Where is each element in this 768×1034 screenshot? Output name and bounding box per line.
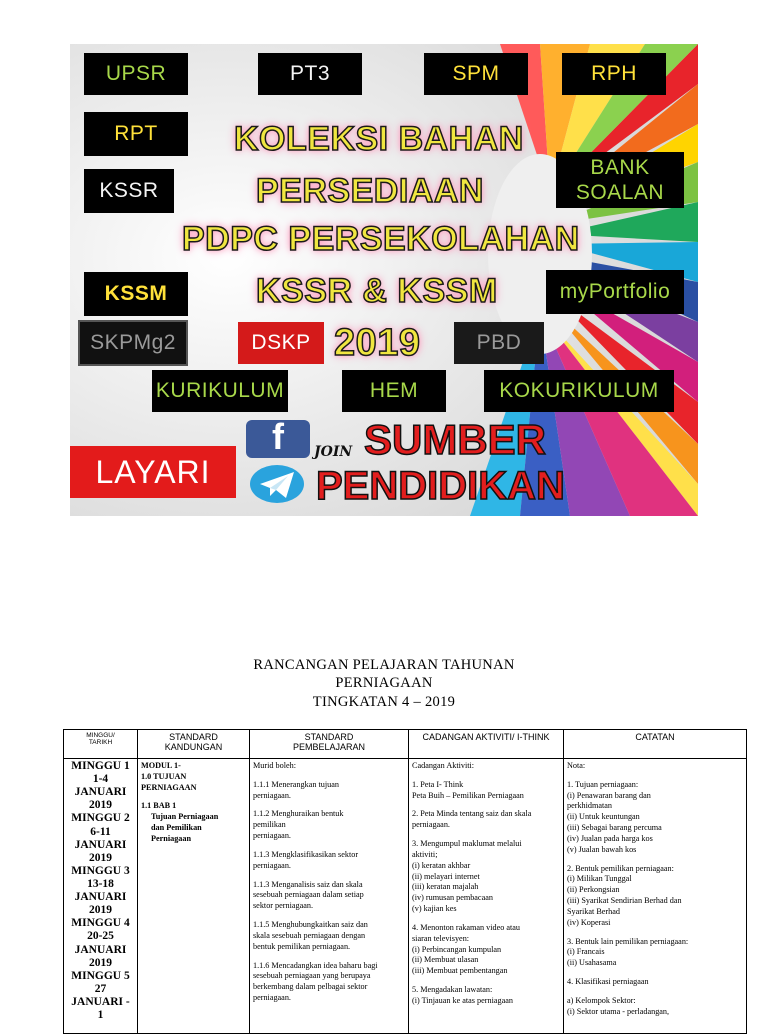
minggu-line: 20-25	[87, 930, 114, 943]
catatan-line: (ii) Untuk keuntungan	[567, 812, 640, 822]
minggu-line: JANUARI	[74, 786, 127, 799]
aktiviti-line: aktiviti;	[412, 849, 438, 859]
catatan-line: 2. Bentuk pemilikan perniagaan:	[567, 863, 674, 873]
header-sp-line2: PEMBELAJARAN	[292, 742, 366, 752]
header-minggu-line2: TARIKH	[88, 739, 113, 746]
aktiviti-line: (ii) melayari internet	[412, 871, 480, 881]
headline-line-4: KSSR & KSSM	[256, 272, 498, 310]
minggu-line: 27	[94, 982, 107, 995]
minggu-line: MINGGU 1	[71, 760, 130, 772]
minggu-line: JANUARI	[74, 838, 127, 851]
spm-link[interactable]: SPM	[424, 53, 528, 95]
minggu-line: 2019	[89, 904, 112, 917]
catatan-intro: Nota:	[567, 761, 586, 770]
aktiviti-line: 2. Peta Minda tentang saiz dan skala	[412, 809, 532, 819]
rpt-link[interactable]: RPT	[84, 112, 188, 156]
pembelajaran-line: 1.1.3 Mengklasifikasikan sektor	[253, 849, 359, 859]
aktiviti-line: 3. Mengumpul maklumat melalui	[412, 839, 522, 849]
doc-title-line-3: TINGKATAN 4 – 2019	[312, 694, 456, 710]
bab-line: 1.1 BAB 1	[141, 801, 177, 811]
myportfolio-link[interactable]: myPortfolio	[546, 270, 684, 314]
brand-pendidikan: PENDIDIKAN	[316, 464, 565, 508]
header-standard-pembelajaran	[250, 730, 409, 759]
header-sk-line1: STANDARD	[169, 732, 218, 742]
aktiviti-line: (i) Tinjauan ke atas perniagaan	[412, 995, 513, 1005]
catatan-line: (iii) Syarikat Sendirian Berhad dan	[567, 896, 682, 906]
pembelajaran-line: perniagaan.	[253, 831, 291, 841]
catatan-line: (i) Sektor utama - perladangan,	[567, 1006, 670, 1016]
pembelajaran-line: 1.1.6 Mencadangkan idea baharu bagi	[253, 960, 378, 970]
aktiviti-line: (iii) Membuat pembentangan	[412, 966, 508, 976]
pembelajaran-line: sesebuah perniagaan dalam setiap	[253, 890, 364, 900]
pembelajaran-line: 1.1.3 Menganalisis saiz dan skala	[253, 879, 363, 889]
kurikulum-link[interactable]: KURIKULUM	[152, 370, 288, 412]
pembelajaran-line: sektor perniagaan.	[253, 901, 314, 911]
catatan-cell	[564, 759, 747, 1034]
aktiviti-intro: Cadangan Aktiviti:	[412, 761, 475, 770]
catatan-line: (ii) Usahasama	[567, 958, 617, 968]
dskp-link[interactable]: DSKP	[238, 322, 324, 364]
aktiviti-line: Peta Buih – Pemilikan Perniagaan	[412, 790, 524, 800]
minggu-line: 1	[97, 1009, 104, 1022]
minggu-line: MINGGU 2	[71, 812, 130, 825]
minggu-line: 1-4	[92, 773, 109, 786]
catatan-line: (v) Jualan bawah kos	[567, 844, 637, 854]
pt3-link[interactable]: PT3	[258, 53, 362, 95]
aktiviti-line: perniagaan.	[412, 820, 450, 830]
minggu-cell	[64, 759, 138, 1034]
minggu-line: MINGGU 5	[71, 969, 130, 982]
catatan-line: (iv) Jualan pada harga kos	[567, 833, 653, 843]
pembelajaran-line: sesebuah perniagaan yang berupaya	[253, 971, 371, 981]
header-standard-kandungan	[138, 730, 250, 759]
hem-link[interactable]: HEM	[342, 370, 446, 412]
aktiviti-line: 5. Mengadakan lawatan:	[412, 985, 493, 995]
standard-kandungan-cell	[138, 759, 250, 1034]
rph-link[interactable]: RPH	[562, 53, 666, 95]
pembelajaran-line: perniagaan.	[253, 860, 291, 870]
pembelajaran-line: perniagaan.	[253, 790, 291, 800]
pembelajaran-intro: Murid boleh:	[253, 761, 296, 770]
header-minggu-line1: MINGGU/	[86, 732, 115, 739]
kssm-link[interactable]: KSSM	[84, 272, 188, 316]
catatan-line: a) Kelompok Sektor:	[567, 995, 636, 1005]
lesson-plan-table	[63, 729, 747, 1034]
catatan-line: perkhidmatan	[567, 801, 613, 811]
minggu-line: 6-11	[90, 825, 111, 838]
minggu-line: 2019	[89, 799, 112, 812]
catatan-line: (i) Milikan Tunggal	[567, 874, 632, 884]
kokurikulum-link[interactable]: KOKURIKULUM	[484, 370, 674, 412]
catatan-line: (ii) Perkongsian	[567, 885, 620, 895]
bank-soalan-line1: BANK	[590, 155, 650, 179]
minggu-line: 2019	[89, 851, 112, 864]
minggu-line: 13-18	[87, 877, 114, 890]
minggu-line: JANUARI -	[71, 995, 130, 1008]
doc-title-line-1: RANCANGAN PELAJARAN TAHUNAN	[253, 657, 515, 673]
headline-line-3: PDPC PERSEKOLAHAN	[182, 220, 580, 258]
table-header-row	[64, 730, 747, 759]
pembelajaran-line: 1.1.5 Menghubungkaitkan saiz dan	[253, 920, 368, 930]
pembelajaran-line: berkembang dalam pelbagai sektor	[253, 982, 368, 992]
pembelajaran-line: bentuk pemilikan perniagaan.	[253, 941, 351, 951]
catatan-line: (iii) Sebagai barang percuma	[567, 823, 662, 833]
aktiviti-line: siaran televisyen:	[412, 933, 470, 943]
doc-title-line-2: PERNIAGAAN	[335, 675, 433, 691]
catatan-line: 3. Bentuk lain pemilikan perniagaan:	[567, 936, 689, 946]
aktiviti-line: 1. Peta I- Think	[412, 779, 464, 789]
bab-title-line: Perniagaan	[151, 833, 192, 843]
pembelajaran-line: skala sesebuah perniagaan dengan	[253, 930, 366, 940]
join-label: JOIN	[314, 444, 353, 460]
table-row	[64, 759, 747, 1034]
header-cadangan-aktiviti: CADANGAN AKTIVITI/ I-THINK	[409, 730, 564, 759]
aktiviti-line: 4. Menonton rakaman video atau	[412, 922, 520, 932]
aktiviti-line: (iii) keratan majalah	[412, 882, 479, 892]
minggu-line: 2019	[89, 956, 112, 969]
headline-year: 2019	[334, 322, 421, 364]
pembelajaran-line: 1.1.2 Menghuraikan bentuk	[253, 809, 344, 819]
layari-button[interactable]: LAYARI	[70, 446, 236, 498]
pembelajaran-line: perniagaan.	[253, 993, 291, 1003]
skpmg2-link[interactable]: SKPMg2	[80, 322, 186, 364]
catatan-line: (i) Penawaran barang dan	[567, 790, 651, 800]
minggu-line: JANUARI	[74, 891, 127, 904]
pbd-link[interactable]: PBD	[454, 322, 544, 364]
facebook-icon[interactable]: f	[246, 420, 310, 458]
aktiviti-line: (iv) rumusan pembacaan	[412, 893, 493, 903]
telegram-icon[interactable]	[248, 464, 306, 504]
bab-title-line: Tujuan Perniagaan	[151, 812, 219, 822]
aktiviti-line: (i) keratan akhbar	[412, 860, 471, 870]
minggu-line: JANUARI	[74, 943, 127, 956]
modul-line: PERNIAGAAN	[141, 782, 197, 792]
bank-soalan-link[interactable]	[556, 152, 684, 208]
promo-banner[interactable]	[70, 44, 698, 516]
pembelajaran-line: pemilikan	[253, 820, 286, 830]
headline-line-2: PERSEDIAAN	[256, 172, 484, 210]
kssr-link[interactable]: KSSR	[84, 169, 174, 213]
standard-pembelajaran-cell	[250, 759, 409, 1034]
catatan-line: (iv) Koperasi	[567, 917, 611, 927]
modul-line: MODUL 1-	[141, 761, 181, 770]
headline-line-1: KOLEKSI BAHAN	[234, 120, 524, 158]
upsr-link[interactable]: UPSR	[84, 53, 188, 95]
header-minggu	[64, 730, 138, 759]
minggu-line: MINGGU 3	[71, 864, 130, 877]
bab-title-line: dan Pemilikan	[151, 823, 202, 833]
modul-line: 1.0 TUJUAN	[141, 771, 187, 781]
catatan-line: 1. Tujuan perniagaan:	[567, 779, 639, 789]
aktiviti-line: (v) kajian kes	[412, 904, 457, 914]
catatan-line: Syarikat Berhad	[567, 906, 620, 916]
cadangan-aktiviti-cell	[409, 759, 564, 1034]
bank-soalan-line2: SOALAN	[575, 181, 665, 204]
header-sp-line1: STANDARD	[304, 732, 354, 742]
header-sk-line2: KANDUNGAN	[164, 742, 223, 752]
catatan-line: (i) Francais	[567, 947, 605, 957]
catatan-line: 4. Klasifikasi perniagaan	[567, 977, 649, 987]
header-catatan: CATATAN	[564, 730, 747, 759]
pembelajaran-line: 1.1.1 Menerangkan tujuan	[253, 779, 339, 789]
brand-sumber: SUMBER	[364, 416, 547, 463]
aktiviti-line: (ii) Membuat ulasan	[412, 955, 479, 965]
aktiviti-line: (i) Perbincangan kumpulan	[412, 944, 502, 954]
minggu-line: MINGGU 4	[71, 917, 130, 930]
